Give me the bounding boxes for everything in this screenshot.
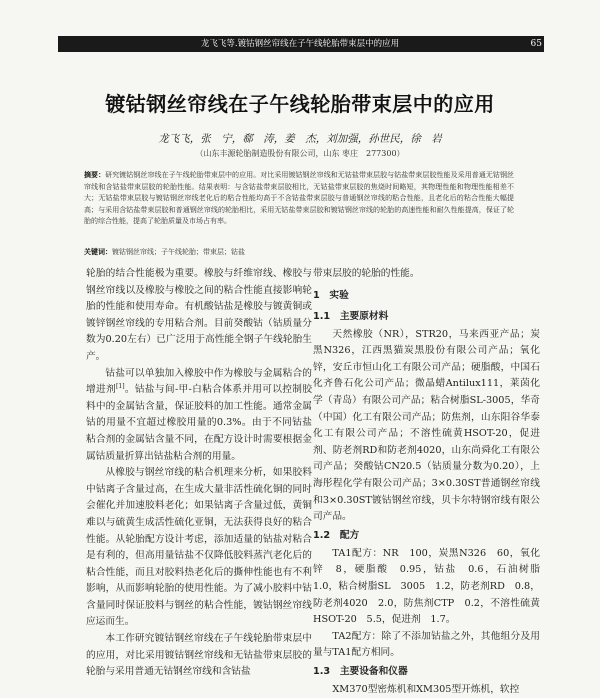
- abstract-label: 摘要：: [84, 171, 106, 179]
- affiliation: （山东丰源轮胎制造股份有限公司，山东 枣庄 277300）: [195, 149, 405, 158]
- page-number: 65: [530, 39, 542, 49]
- equipment-heading: 1.3 主要设备和仪器: [313, 665, 408, 677]
- keywords-label: 关键词：: [84, 248, 112, 256]
- abstract: [84, 170, 514, 228]
- intro-paragraph-2: [86, 366, 312, 466]
- running-title: 龙飞飞等.镀钴钢丝帘线在子午线轮胎带束层中的应用: [200, 39, 400, 49]
- materials-text: 天然橡胶（NR），STR20，马来西亚产品；炭黑N326，江西黑猫炭黑股份有限公司产品；氧化锌，安丘市恒山化工有限公司产品；硬脂酸，中国石化齐鲁石化公司产品；微晶蜡Antilux111，莱茵化学（青岛）有限公司产品；粘合树脂SL-3005，华奇（中国）化工有限公司产品；防焦剂，山东阳谷华泰化工有限公司产品；不溶性硫黄HSOT-20，促进剂、防老剂RD和防老剂4020，山东尚舜化工有限公司产品；癸酸钴CN20.5（钴质量分数为0.20），上海彤程化学有限公司产品；3×0.30ST普通钢丝帘线和3×0.30ST镀钴钢丝帘线，贝卡尔特钢帘线有限公司产品。: [313, 328, 540, 523]
- intro-paragraph-1: 轮胎的结合性能极为重要。橡胶与纤维帘线、橡胶与钢丝帘线以及橡胶与橡胶之间的粘合性能直接影响轮胎的性能和使用寿命。有机酸钴盐是橡胶与镀黄铜或镀锌钢丝帘线的专用粘合剂。目前癸酸钴（钴质量分数为0.20左右）已广泛用于高性能全钢子午线轮胎生产。: [86, 268, 312, 362]
- formula-ta1: TA1配方：NR 100，炭黑N326 60，氧化锌 8，硬脂酸 0.95，钴盐 0.6，石油树脂 1.0，粘合树脂SL 3005 1.2，防老剂RD 0.8，防老剂4020 2.0，防焦剂CTP 0.2，不溶性硫黄HSOT-20 5.5，促进剂 1.7。: [313, 547, 550, 626]
- intro-paragraph-2-part-a: 钴盐可以单独加入橡胶中作为橡胶与金属粘合的增进剂: [86, 367, 312, 396]
- intro-tail: 带束层胶的轮胎的性能。: [313, 268, 420, 279]
- abstract-text: 研究镀钴钢丝帘线在子午线轮胎带束层中的应用。对比采用镀钴钢丝帘线和无钴盐带束层胶与钴盐带束层胶性能及采用普通无钴钢丝帘线和含钴盐带束层胶的轮胎性能。结果表明：与含钴盐带束层胶相比，无钴盐带束层胶的焦烧时间略短，其物理性能和物理性能相差不大；无钴盐带束层胶与镀钴钢丝帘线老化后的粘合性能均高于不含钴盐带束层胶与普通钢丝帘线的粘合性能，且老化后的粘合性能大幅提高；与采用含钴盐带束层胶和普通钢丝帘线的轮胎相比，采用无钴盐带束层胶和镀钴钢丝帘线的轮胎的高速性能和耐久性能提高，保证了轮胎的综合性能，提高了轮胎质量及市场占有率。: [84, 171, 515, 226]
- formula-heading: 1.2 配方: [313, 529, 360, 541]
- keywords-text: 镀钴钢丝帘线；子午线轮胎；带束层；钴盐: [112, 248, 245, 256]
- citation-1: [1]: [116, 382, 125, 390]
- keywords: [84, 246, 514, 258]
- author-list: 龙飞飞，张 宁，郗 涛，姜 杰，刘加强，孙世民，徐 岩: [158, 133, 442, 145]
- intro-paragraph-3: 从橡胶与钢丝帘线的粘合机理来分析，如果胶料中钴离子含量过高，在生成大量非活性硫化铜的同时会催化并加速胶料老化；如果钴离子含量过低，黄铜难以与硫黄生成活性硫化亚铜，无法获得良好的粘合性能。从轮胎配方设计考虑，添加适量的钴盐对粘合是有利的，但高用量钴盐不仅降低胶料蒸汽老化后的粘合性能，而且对胶料热老化后的撕伸性能也有不利影响，从而影响轮胎的使用性能。为了减小胶料中钴含量同时保证胶料与钢丝的粘合性能，镀钴钢丝帘线应运而生。: [86, 467, 312, 628]
- intro-paragraph-2-part-b: 。钴盐与间-甲-白粘合体系并用可以控制胶料中的金属钴含量，保证胶料的加工性能。通常金属钴的用量不宜超过橡胶用量的0.3%。由于不同钴盐粘合剂的金属钴含量不同，在配方设计时需要根据金属钴质量折算出钴盐粘合剂的用量。: [86, 384, 313, 462]
- section-experiment-heading: 1 实验: [313, 289, 349, 301]
- intro-paragraph-4: 本工作研究镀钴钢丝帘线在子午线轮胎带束层中的应用，对比采用镀钴钢丝帘线和无钴盐带束层胶的轮胎与采用普通无钴钢丝帘线和含钴盐: [86, 633, 312, 678]
- right-column: [313, 266, 550, 698]
- formula-ta2: TA2配方：除了不添加钴盐之外，其他组分及用量与TA1配方相同。: [313, 630, 540, 659]
- article-title: 镀钴钢丝帘线在子午线轮胎带束层中的应用: [105, 92, 495, 116]
- left-column: [86, 266, 312, 681]
- materials-heading: 1.1 主要原材料: [313, 310, 389, 322]
- page-header: [0, 0, 600, 60]
- equipment-text: XM370型密炼机和XM305型开炼机，软控: [332, 683, 520, 695]
